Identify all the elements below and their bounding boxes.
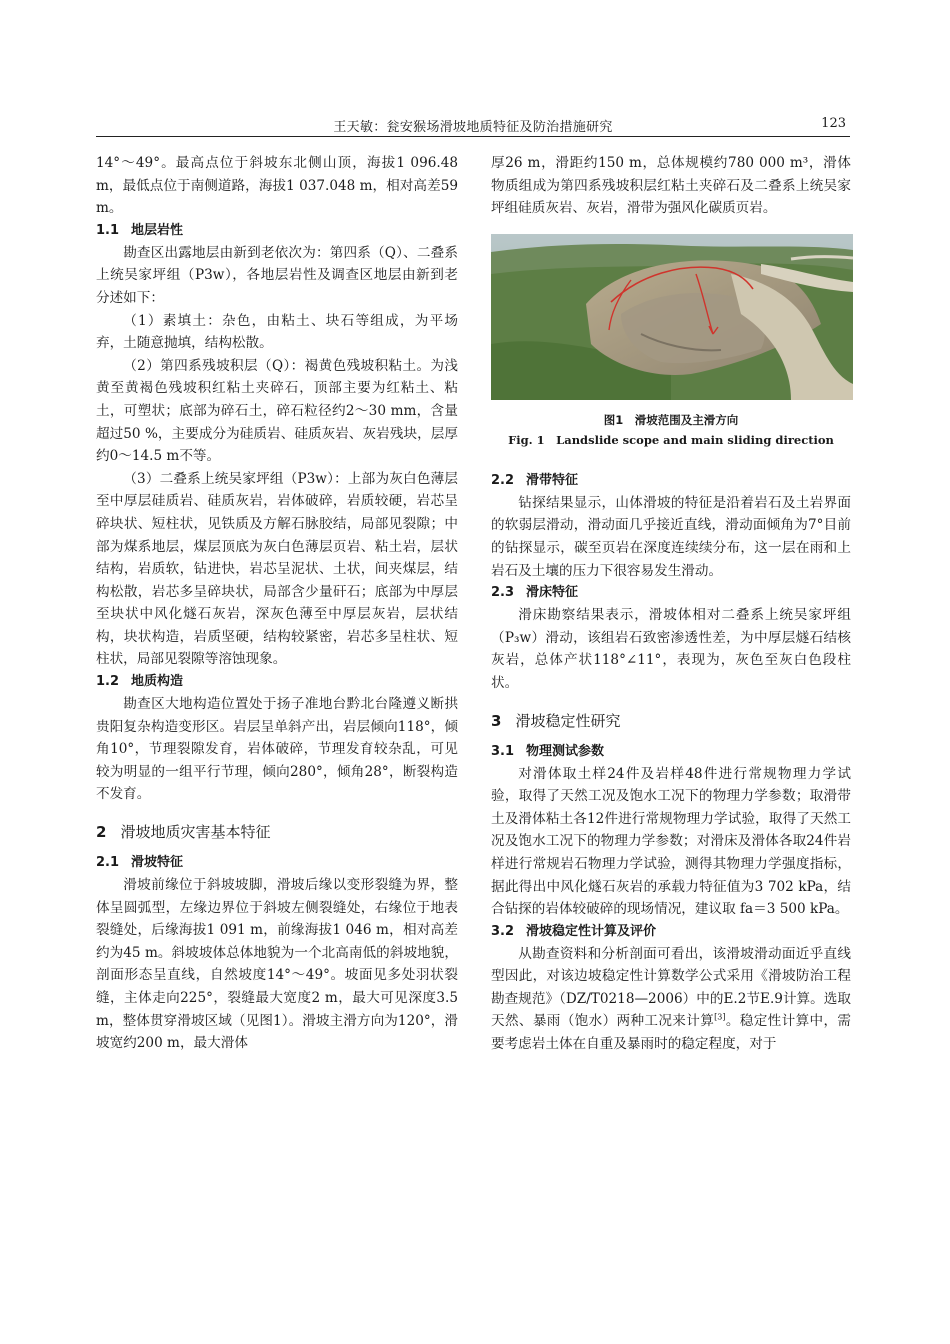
- paragraph-text: 从勘查资料和分析剖面可看出，该滑坡滑动面近乎直线型因此，对该边坡稳定性计算数学公式采用《滑坡防治工程勘查规范》（DZ/T0218—2006）中的E.2节E.9计算。选取天然、暴雨（饱水）两种工况来计算: [491, 945, 851, 1030]
- section-title: 地质构造: [131, 674, 184, 690]
- section-title: 滑坡稳定性研究: [515, 711, 621, 730]
- section-heading-3: [491, 709, 851, 733]
- section-heading-2-3: [491, 582, 851, 604]
- section-number: 2: [96, 823, 107, 842]
- running-title: 王天敏：瓮安猴场滑坡地质特征及防治措施研究: [333, 120, 613, 135]
- citation-ref[interactable]: [3]: [714, 1012, 726, 1022]
- section-heading-2-2: [491, 470, 851, 492]
- section-number: 2.1: [96, 855, 120, 871]
- page-number: 123: [821, 116, 846, 131]
- section-heading-3-1: [491, 741, 851, 763]
- paragraph: 滑床勘察结果表示，滑坡体相对二叠系上统吴家坪组（P₃w）滑动，该组岩石致密渗透性差，为中厚层燧石结核灰岩，总体产状118°∠11°，表现为，灰色至灰白色段柱状。: [491, 607, 851, 691]
- section-title: 滑坡特征: [131, 855, 184, 871]
- paragraph: （3）二叠系上统吴家坪组（P3w）：上部为灰白色薄层至中厚层硅质岩、硅质灰岩，岩体破碎，岩质较硬，岩芯呈碎块状、短柱状，见铁质及方解石脉胶结，局部见裂隙；中部为煤系地层，煤层顶底为灰白色薄层页岩、粘土岩，层状结构，岩质软，钻进快，岩芯呈泥状、土状，间夹煤层，结构松散，岩芯多呈碎块状，局部含少量矸石；底部为中厚层至块状中风化燧石灰岩，深灰色薄至中厚层灰岩，层状结构，块状构造，岩质坚硬，结构较紧密，岩芯多呈柱状、短柱状，局部见裂隙等溶蚀现象。: [96, 470, 458, 668]
- section-heading-1-1: [96, 220, 458, 242]
- section-title: 地层岩性: [131, 222, 184, 238]
- section-heading-3-2: [491, 921, 851, 943]
- paragraph: 厚26 m，滑距约150 m，总体规模约780 000 m³，滑体物质组成为第四系残坡积层红粘土夹碎石及二叠系上统吴家坪组硅质灰岩、灰岩，滑带为强风化碳质页岩。: [491, 155, 851, 217]
- running-header: [96, 114, 850, 137]
- paragraph: 勘查区大地构造位置处于扬子准地台黔北台隆遵义断拱贵阳复杂构造变形区。岩层呈单斜产出，岩层倾向118°，倾角10°，节理裂隙发育，岩体破碎，节理发育较杂乱，可见较为明显的一组平行节理，倾向280°，倾角28°，断裂构造不发育。: [96, 696, 458, 803]
- paragraph: （2）第四系残坡积层（Q）：褐黄色残坡积粘土。为浅黄至黄褐色残坡积红粘土夹碎石，顶部主要为红粘土、粘土，可塑状；底部为碎石土，碎石粒径约2～30 mm，含量超过50 %，主要成分为硅质岩、硅质灰岩、灰岩残块，层厚约0～14.5 m不等。: [96, 357, 458, 465]
- paragraph-text: 。稳定性计算中，需要考虑岩土体在自重及暴雨时的稳定程度，对于: [491, 1013, 852, 1053]
- paragraph: 14°～49°。最高点位于斜坡东北侧山顶，海拔1 096.48 m，最低点位于南侧道路，海拔1 037.048 m，相对高差59 m。: [96, 155, 458, 217]
- section-number: 3.1: [491, 743, 515, 759]
- landslide-photo-illustration: [491, 234, 853, 400]
- section-heading-2: [96, 820, 458, 844]
- section-number: 2.2: [491, 472, 515, 488]
- landslide-aerial-photo: [491, 234, 853, 400]
- section-heading-1-2: [96, 671, 458, 693]
- paragraph: 钻探结果显示，山体滑坡的特征是沿着岩石及土岩界面的软弱层滑动，滑动面几乎接近直线，滑动面倾角为7°目前的钻探显示，碳至页岩在深度连续续分布，这一层在雨和上岩石及土壤的压力下很容易发生滑动。: [491, 494, 851, 579]
- right-column: [491, 152, 851, 1056]
- paragraph: （1）素填土：杂色，由粘土、块石等组成，为平场弃，土随意抛填，结构松散。: [96, 312, 458, 352]
- paragraph: 滑坡前缘位于斜坡坡脚，滑坡后缘以变形裂缝为界，整体呈圆弧型，左缘边界位于斜坡左侧裂缝处，右缘位于地表裂缝处，后缘海拔1 091 m，前缘海拔1 046 m，相对高差约为45 m。斜坡坡体总体地貌为一个北高南低的斜坡地貌，剖面形态呈直线，自然坡度14°～49°。坡面见多处羽状裂缝，主体走向225°，裂缝最大宽度2 m，最大可见深度3.5 m，整体贯穿滑坡区域（见图1）。滑坡主滑方向为120°，滑坡宽约200 m，最大滑体: [96, 877, 458, 1052]
- section-title: 滑床特征: [526, 585, 579, 601]
- section-number: 1.1: [96, 222, 120, 238]
- paragraph: [491, 943, 851, 1056]
- section-number: 3: [491, 711, 502, 730]
- section-number: 2.3: [491, 585, 515, 601]
- paragraph: 勘查区出露地层由新到老依次为：第四系（Q）、二叠系上统吴家坪组（P3w），各地层岩性及调查区地层由新到老分述如下：: [96, 244, 458, 306]
- section-title: 滑坡稳定性计算及评价: [526, 923, 657, 939]
- section-title: 物理测试参数: [526, 743, 605, 759]
- section-heading-2-1: [96, 852, 458, 874]
- section-number: 3.2: [491, 923, 515, 939]
- section-number: 1.2: [96, 674, 120, 690]
- left-column: [96, 152, 458, 1055]
- figure-caption-en: Fig. 1 Landslide scope and main sliding direction: [508, 432, 834, 447]
- figure-caption-cn: 图1 滑坡范围及主滑方向: [603, 412, 739, 427]
- paragraph: 对滑体取土样24件及岩样48件进行常规物理力学试验，取得了天然工况及饱水工况下的物理力学参数；取滑带土及滑体粘土各12件进行常规物理力学试验，取得了天然工况及饱水工况下的物理力学参数；对滑床及滑体各取24件岩样进行常规岩石物理力学试验，测得其物理力学强度指标，据此得出中风化燧石灰岩的承载力特征值为3 702 kPa，结合钻探的岩体较破碎的现场情况，建议取 fa＝3 500 kPa。: [491, 765, 851, 918]
- section-title: 滑带特征: [526, 472, 579, 488]
- section-title: 滑坡地质灾害基本特征: [120, 823, 271, 842]
